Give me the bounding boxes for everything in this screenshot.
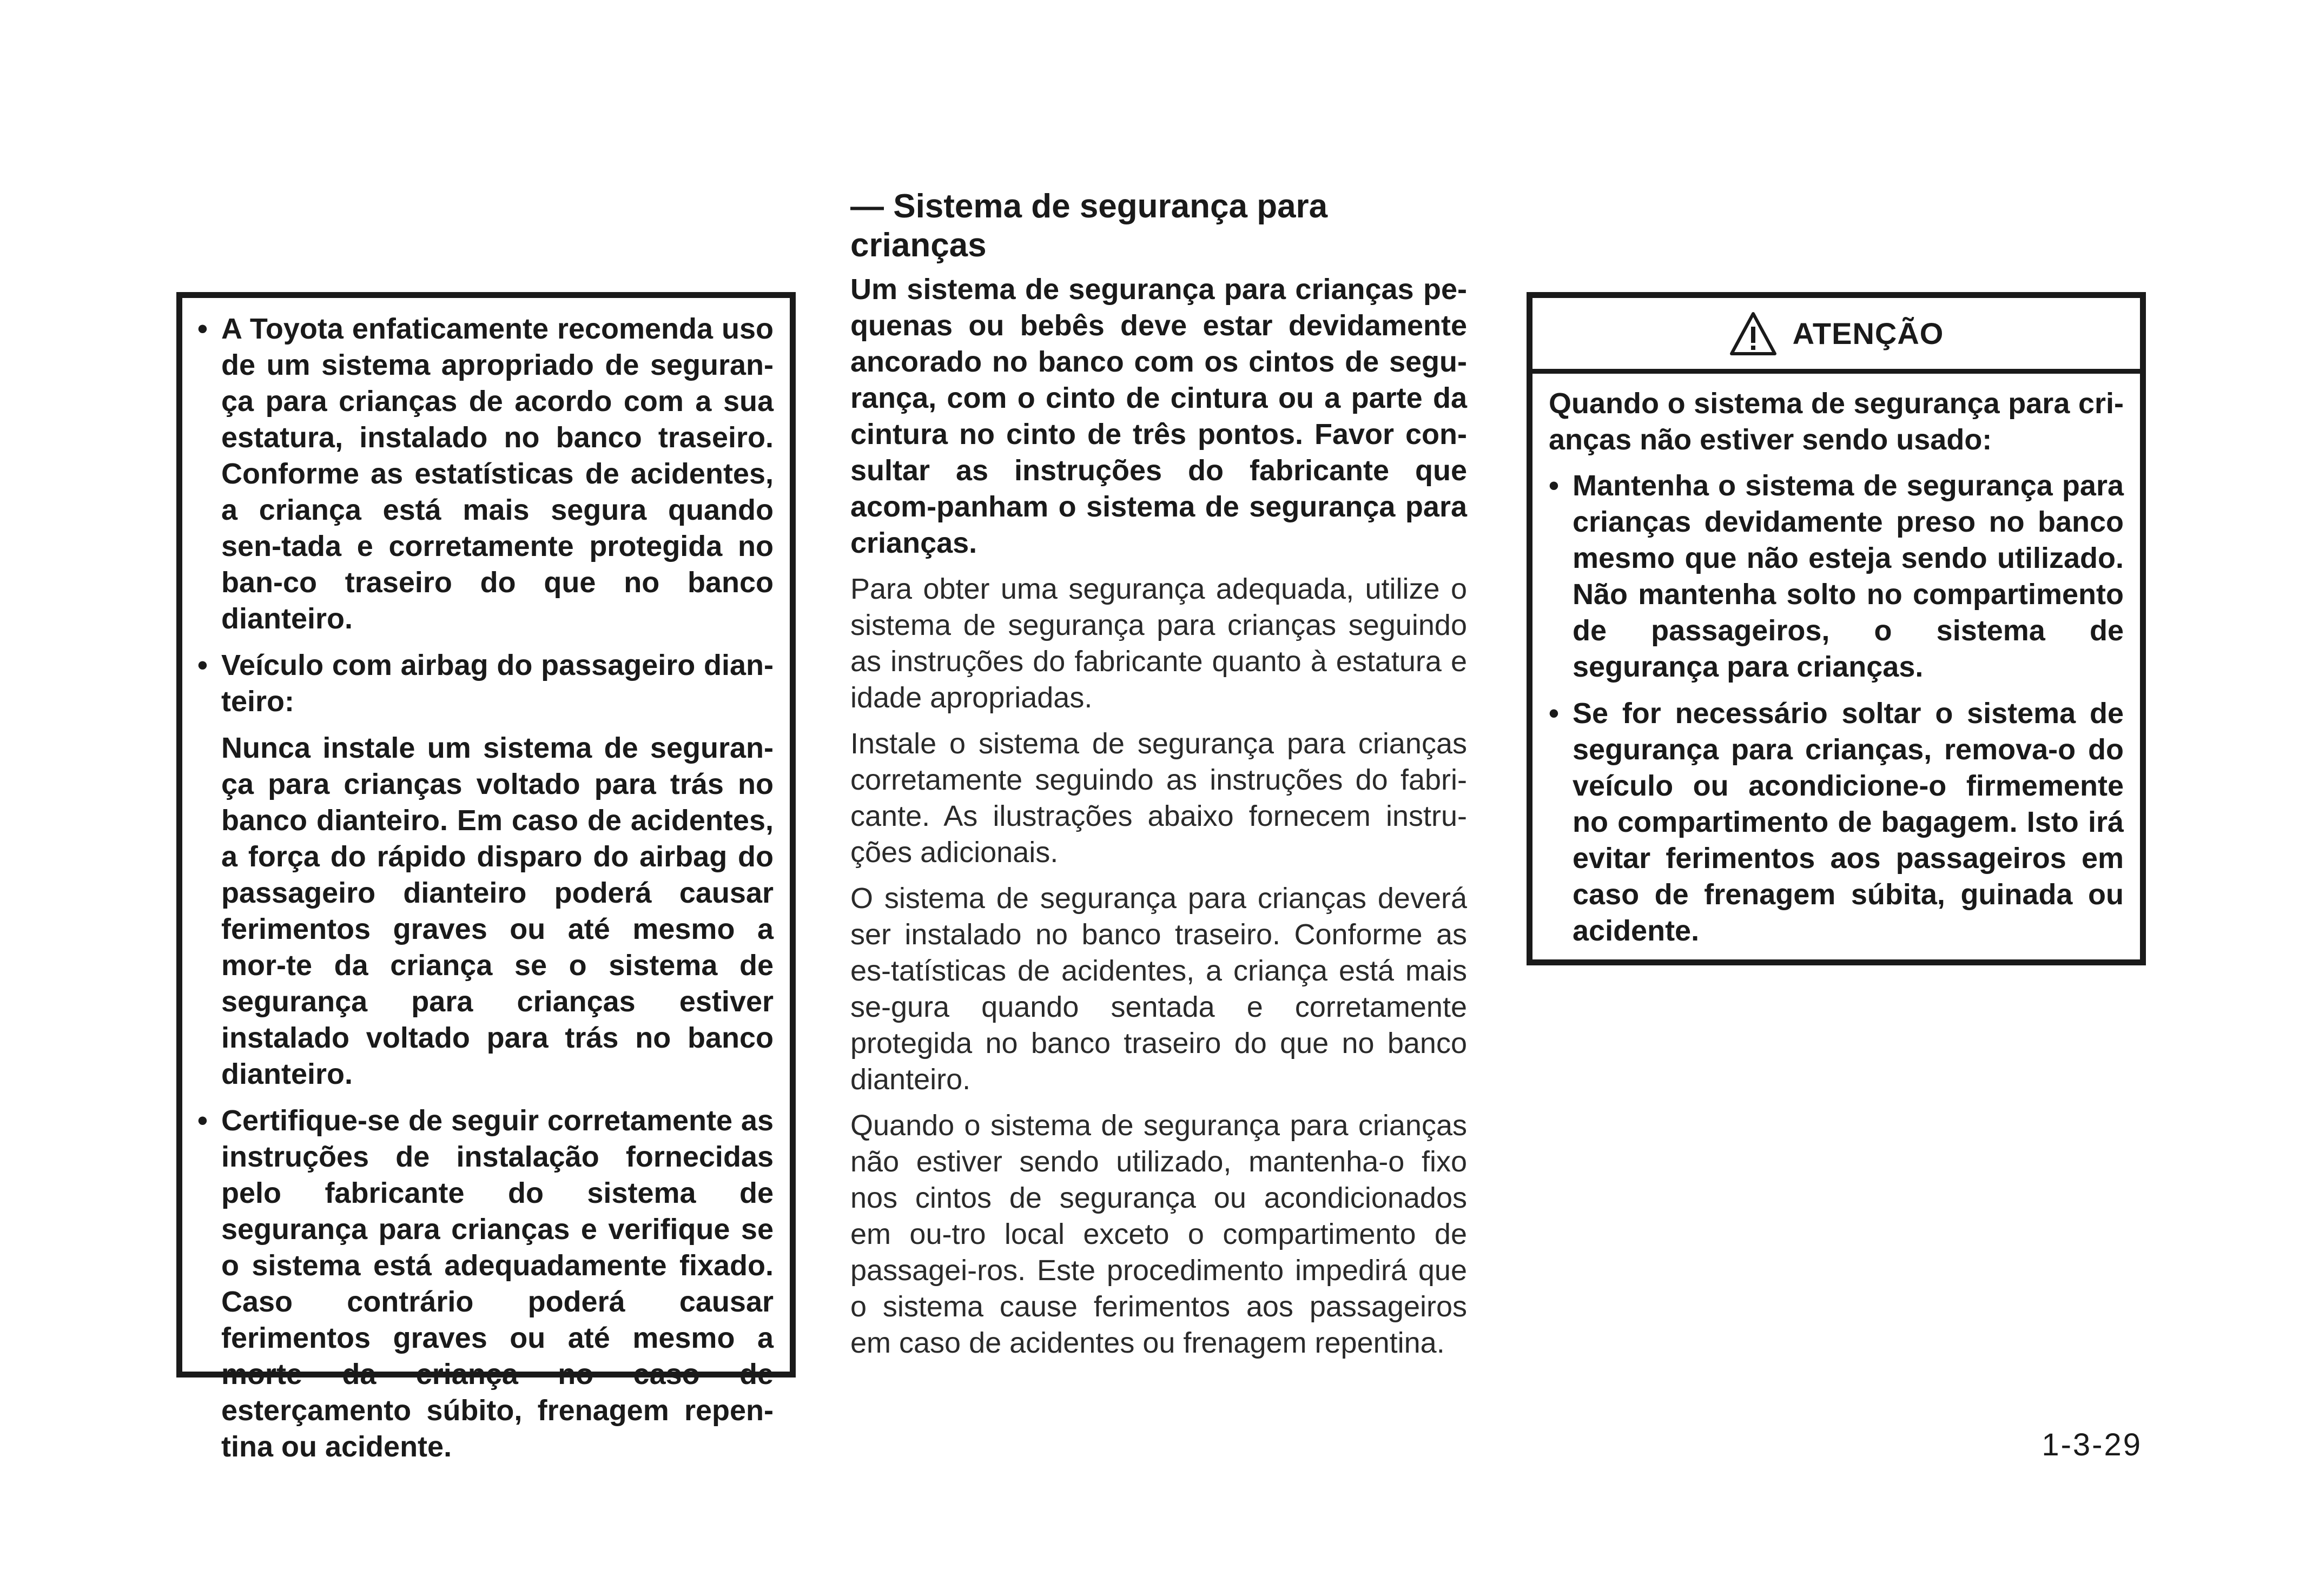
bullet-marker: • [197,649,208,681]
list-item-text: Certifique-se de seguir corretamente as instruções de instalação fornecidas pelo fabricante do sistema de segurança para crianças e verifique se o sistema está adequadamente fixado. Caso contrário poderá causar ferimentos graves ou até mesmo a morte da criança no caso de esterçamento súbito, frenagem repen-tina ou acidente. [221,1104,774,1463]
list-item [197,647,774,720]
warning-box-left [176,292,796,1463]
lead-paragraph: Um sistema de segurança para crianças pe-quenas ou bebês deve estar devidamente ancorado no banco com os cintos de segu-rança, com o cinto de cintura ou a parte da cintura no cinto de três pontos. Favor con-sultar as instruções do fabricante que acom-panham o sistema de segurança para crianças. [850,273,1467,559]
attention-body [1532,374,2140,949]
list-item-text: Se for necessário soltar o sistema de segurança para crianças, remova-o do veículo ou acondicione-o firmemente no compartimento de bagagem. Isto irá evitar ferimentos aos passageiros em caso de frenagem súbita, guinada ou acidente. [1573,697,2124,947]
attention-intro: Quando o sistema de segurança para cri-anças não estiver sendo usado: [1549,387,2124,456]
bullet-marker: • [1549,469,1559,502]
sub-paragraph: Nunca instale um sistema de seguran-ça para crianças voltado para trás no banco dianteiro. Em caso de acidentes, a força do rápido disparo do airbag do passageiro dianteiro poderá causar ferimentos graves ou até mesmo a mor-te da criança se o sistema de segurança para crianças estiver instalado voltado para trás no banco dianteiro. [221,732,774,1090]
warning-triangle-icon [1729,310,1778,357]
list-item-text: Veículo com airbag do passageiro dian-teiro: [221,649,774,718]
bullet-marker: • [197,313,208,345]
section-heading: — Sistema de segurança para crianças [850,188,1328,264]
main-column [850,187,1467,1371]
list-item [197,311,774,637]
list-item [1549,696,2124,949]
bullet-marker: • [1549,697,1559,730]
attention-box [1527,292,2146,965]
body-paragraph: O sistema de segurança para crianças deverá ser instalado no banco traseiro. Conforme as es-tatísticas de acidentes, a criança está mais se-gura quando sentada e corretamente protegida no banco traseiro do que no banco dianteiro. [850,882,1467,1096]
list-item [197,1103,774,1465]
page-number: 1-3-29 [2042,1427,2142,1462]
list-item-text: A Toyota enfaticamente recomenda uso de um sistema apropriado de seguran-ça para crianças de acordo com a sua estatura, instalado no banco traseiro. Conforme as estatísticas de acidentes, a criança está mais segura quando sen-tada e corretamente protegida no ban-co traseiro do que no banco dianteiro. [221,313,774,635]
list-item [1549,468,2124,685]
body-paragraph: Para obter uma segurança adequada, utilize o sistema de segurança para crianças seguindo as instruções do fabricante quanto à estatura e idade apropriadas. [850,573,1467,714]
body-paragraph: Instale o sistema de segurança para crianças corretamente seguindo as instruções do fabri-cante. As ilustrações abaixo fornecem instru-ções adicionais. [850,727,1467,869]
bullet-marker: • [197,1104,208,1137]
body-paragraph: Quando o sistema de segurança para crianças não estiver sendo utilizado, mantenha-o fixo nos cintos de segurança ou acondicionados em ou-tro local exceto o compartimento de passagei-ros. Este procedimento impedirá que o sistema cause ferimentos aos passageiros em caso de acidentes ou frenagem repentina. [850,1109,1467,1359]
attention-header [1532,298,2140,374]
list-item-text: Mantenha o sistema de segurança para crianças devidamente preso no banco mesmo que não esteja sendo utilizado. Não mantenha solto no compartimento de passageiros, o sistema de segurança para crianças. [1573,469,2124,683]
attention-title: ATENÇÃO [1792,316,1944,350]
